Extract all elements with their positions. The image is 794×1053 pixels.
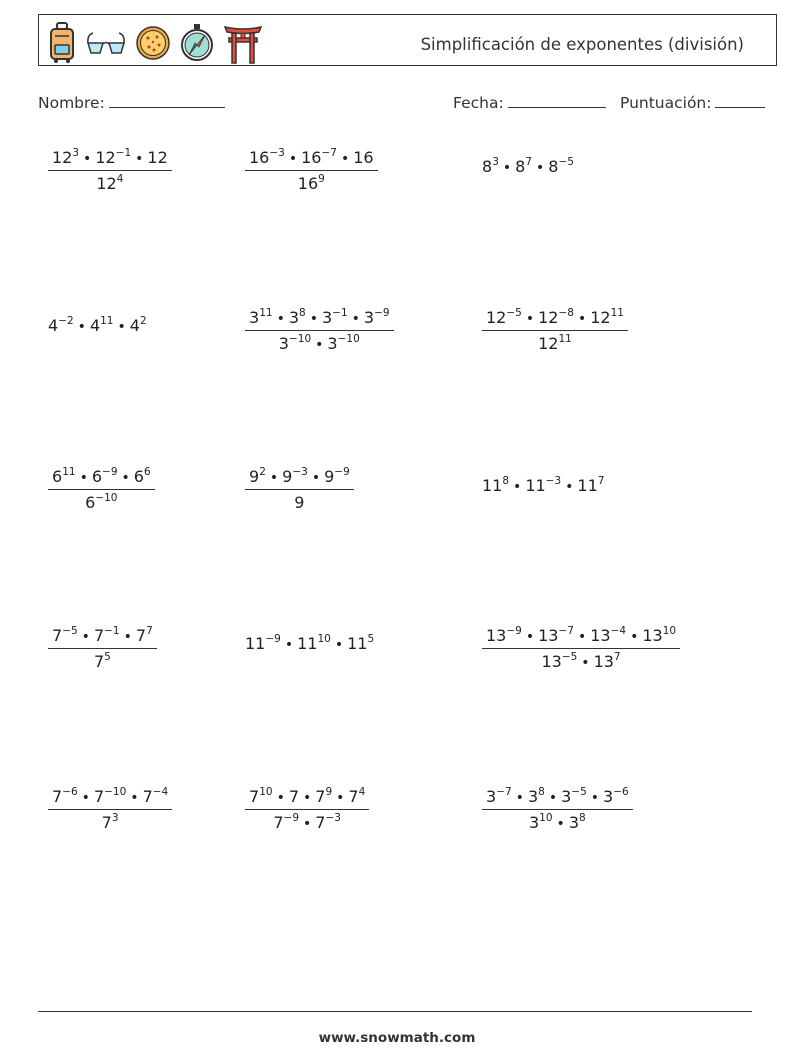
- base: 8: [548, 157, 559, 176]
- exponent: 3: [492, 156, 499, 168]
- numerator: [245, 308, 394, 330]
- exponent: −10: [288, 333, 312, 345]
- base: 7: [135, 626, 147, 645]
- header-icons: [47, 21, 263, 65]
- fraction: [482, 308, 628, 353]
- exercise: [48, 626, 157, 671]
- base: 3: [278, 334, 289, 353]
- score-field: [620, 93, 765, 112]
- base: 7: [93, 652, 105, 671]
- multiply-dot: •: [83, 151, 92, 167]
- base: 12: [538, 334, 559, 353]
- base: 7: [348, 787, 359, 806]
- denominator: [245, 330, 394, 353]
- base: 7: [93, 626, 105, 645]
- numerator: [482, 626, 680, 648]
- exercise: [482, 787, 633, 832]
- multiply-dot: •: [336, 790, 345, 806]
- multiply-dot: •: [276, 311, 285, 327]
- numerator: [245, 148, 378, 170]
- base: 7: [101, 813, 112, 832]
- base: 7: [52, 626, 63, 645]
- base: 12: [590, 308, 611, 327]
- exponent: −4: [152, 786, 169, 798]
- base: 3: [249, 308, 260, 327]
- exponent: 10: [317, 633, 331, 645]
- exponent: −6: [62, 786, 78, 798]
- exponent: −1: [104, 625, 120, 637]
- base: 3: [603, 787, 614, 806]
- exponent: 3: [72, 147, 80, 159]
- exercise: [245, 467, 354, 512]
- exponent: 11: [259, 307, 273, 319]
- multiply-dot: •: [525, 311, 535, 327]
- base: 13: [593, 652, 614, 671]
- score-label: Puntuación:: [620, 94, 712, 112]
- exponent: −5: [506, 307, 522, 319]
- denominator: [245, 489, 354, 512]
- exercise: [48, 467, 155, 512]
- exponent: −7: [321, 147, 337, 159]
- multiply-dot: •: [630, 629, 639, 645]
- multiply-dot: •: [513, 479, 522, 495]
- exponent: −10: [95, 492, 118, 504]
- multiply-dot: •: [121, 470, 130, 486]
- base: 9: [294, 493, 305, 512]
- base: 12: [52, 148, 73, 167]
- base: 4: [48, 316, 59, 335]
- base: 12: [538, 308, 559, 327]
- exponent: −5: [571, 786, 587, 798]
- multiply-dot: •: [536, 160, 545, 176]
- worksheet-header: [38, 14, 777, 66]
- exponent: 8: [299, 307, 306, 319]
- base: 16: [301, 148, 322, 167]
- exponent: −3: [325, 812, 341, 824]
- base: 3: [321, 308, 333, 327]
- multiply-dot: •: [77, 319, 86, 335]
- exponent: −3: [292, 466, 308, 478]
- denominator: [482, 809, 633, 832]
- multiply-dot: •: [288, 151, 298, 167]
- exercise: [245, 787, 369, 832]
- multiply-dot: •: [276, 790, 285, 806]
- denominator: [245, 809, 369, 832]
- exponent: −1: [332, 307, 348, 319]
- base: 7: [315, 813, 326, 832]
- base: 12: [96, 174, 117, 193]
- multiply-dot: •: [303, 790, 312, 806]
- compass-icon: [179, 21, 215, 65]
- base: 11: [577, 476, 598, 495]
- base: 13: [541, 652, 562, 671]
- multiply-dot: •: [577, 311, 587, 327]
- exponent: −10: [337, 333, 360, 345]
- multiply-dot: •: [135, 151, 144, 167]
- base: 12: [486, 308, 507, 327]
- base: 13: [538, 626, 559, 645]
- exponent: 6: [143, 466, 151, 478]
- exponent: −9: [374, 307, 390, 319]
- exponent: −9: [102, 466, 118, 478]
- base: 13: [642, 626, 663, 645]
- footer-divider: [38, 1011, 752, 1012]
- base: 6: [52, 467, 63, 486]
- base: 4: [89, 316, 101, 335]
- base: 7: [273, 813, 284, 832]
- exponent: −1: [115, 147, 132, 159]
- multiply-dot: •: [525, 629, 535, 645]
- base: 9: [324, 467, 335, 486]
- fraction: [48, 787, 172, 832]
- base: 3: [288, 308, 300, 327]
- exponent: 7: [146, 625, 153, 637]
- multiply-dot: •: [269, 470, 279, 486]
- base: 3: [363, 308, 375, 327]
- denominator: [48, 170, 172, 193]
- exponent: 11: [62, 466, 76, 478]
- exercise: [482, 157, 574, 176]
- exponent: 10: [259, 786, 273, 798]
- exponent: 2: [259, 466, 266, 478]
- numerator: [245, 467, 354, 489]
- date-field: [453, 93, 606, 112]
- exercise: [482, 476, 604, 495]
- exponent: 11: [558, 333, 572, 345]
- exercise: [48, 148, 172, 193]
- exercise: [245, 308, 394, 353]
- exponent: −5: [561, 651, 578, 663]
- fraction: [48, 467, 155, 512]
- exponent: 3: [111, 812, 119, 824]
- exponent: 5: [367, 633, 375, 645]
- exponent: −3: [269, 147, 285, 159]
- luggage-icon: [47, 21, 77, 65]
- date-blank[interactable]: [508, 93, 606, 108]
- exponent: −8: [558, 307, 574, 319]
- worksheet-title: Simplificación de exponentes (división): [420, 35, 744, 54]
- base: 16: [297, 174, 319, 193]
- base: 16: [249, 148, 270, 167]
- multiply-dot: •: [303, 816, 312, 832]
- sunglasses-icon: [85, 21, 127, 65]
- base: 13: [590, 626, 611, 645]
- exponent: 8: [579, 812, 586, 824]
- exponent: 2: [139, 315, 147, 327]
- base: 7: [142, 787, 153, 806]
- pizza-icon: [135, 21, 171, 65]
- date-label: Fecha:: [453, 94, 504, 112]
- base: 3: [527, 787, 539, 806]
- base: 13: [486, 626, 507, 645]
- multiply-dot: •: [79, 470, 88, 486]
- exponent: −5: [558, 156, 574, 168]
- base: 9: [249, 467, 260, 486]
- multiply-dot: •: [309, 311, 318, 327]
- multiply-dot: •: [548, 790, 558, 806]
- base: 3: [486, 787, 497, 806]
- exponent: 11: [610, 307, 624, 319]
- exponent: −3: [545, 475, 562, 487]
- exponent: 8: [538, 786, 545, 798]
- exponent: 7: [525, 156, 533, 168]
- multiply-dot: •: [81, 790, 90, 806]
- base: 6: [85, 493, 96, 512]
- numerator: [482, 787, 633, 809]
- multiply-dot: •: [117, 319, 126, 335]
- base: 12: [147, 148, 168, 167]
- numerator: [48, 787, 172, 809]
- footer-url: www.snowmath.com: [318, 1030, 476, 1046]
- fraction: [482, 787, 633, 832]
- exponent: 7: [597, 475, 605, 487]
- exercise: [482, 308, 628, 353]
- exponent: 5: [104, 651, 111, 663]
- denominator: [245, 170, 378, 193]
- exponent: −2: [58, 315, 74, 327]
- exponent: 10: [539, 812, 553, 824]
- multiply-dot: •: [340, 151, 350, 167]
- name-label: Nombre:: [38, 94, 105, 112]
- numerator: [48, 467, 155, 489]
- base: 11: [482, 476, 503, 495]
- multiply-dot: •: [351, 311, 360, 327]
- multiply-dot: •: [577, 629, 587, 645]
- exponent: 10: [662, 625, 677, 637]
- base: 6: [91, 467, 103, 486]
- fraction: [245, 308, 394, 353]
- denominator: [48, 489, 155, 512]
- multiply-dot: •: [502, 160, 512, 176]
- exponent: 9: [325, 786, 333, 798]
- base: 7: [315, 787, 326, 806]
- base: 9: [282, 467, 293, 486]
- base: 11: [525, 476, 546, 495]
- exponent: −9: [283, 812, 300, 824]
- base: 6: [133, 467, 144, 486]
- exponent: −4: [610, 625, 627, 637]
- base: 12: [95, 148, 116, 167]
- exercise: [245, 148, 378, 193]
- fraction: [48, 148, 172, 193]
- exponent: 7: [613, 651, 621, 663]
- exponent: 4: [358, 786, 366, 798]
- multiply-dot: •: [515, 790, 524, 806]
- base: 3: [568, 813, 579, 832]
- denominator: [48, 809, 172, 832]
- fraction: [245, 787, 369, 832]
- exponent: −6: [613, 786, 629, 798]
- multiply-dot: •: [334, 637, 344, 653]
- exponent: 4: [116, 173, 124, 185]
- numerator: [482, 308, 628, 330]
- exercise: [482, 626, 680, 671]
- name-field: [38, 93, 225, 112]
- score-blank[interactable]: [715, 93, 765, 108]
- exponent: −5: [62, 625, 78, 637]
- base: 8: [515, 157, 526, 176]
- multiply-dot: •: [565, 479, 574, 495]
- name-blank[interactable]: [109, 93, 225, 108]
- fraction: [48, 626, 157, 671]
- numerator: [48, 626, 157, 648]
- multiply-dot: •: [311, 470, 321, 486]
- exponent: 9: [318, 173, 325, 185]
- base: 3: [528, 813, 540, 832]
- numerator: [245, 787, 369, 809]
- multiply-dot: •: [315, 337, 324, 353]
- base: 3: [327, 334, 338, 353]
- exponent: −7: [496, 786, 512, 798]
- base: 16: [353, 148, 374, 167]
- base: 4: [129, 316, 140, 335]
- base: 11: [347, 634, 368, 653]
- exercise: [48, 787, 172, 832]
- exponent: −7: [558, 625, 574, 637]
- denominator: [48, 648, 157, 671]
- base: 11: [245, 634, 266, 653]
- exponent: −9: [334, 466, 350, 478]
- base: 7: [52, 787, 63, 806]
- multiply-dot: •: [81, 629, 90, 645]
- base: 11: [297, 634, 318, 653]
- base: 8: [482, 157, 493, 176]
- exponent: −10: [104, 786, 127, 798]
- base: 3: [561, 787, 572, 806]
- fraction: [482, 626, 680, 671]
- exercise: [245, 634, 374, 653]
- exponent: 8: [502, 475, 510, 487]
- multiply-dot: •: [123, 629, 132, 645]
- fraction: [245, 148, 378, 193]
- exponent: 11: [100, 315, 114, 327]
- multiply-dot: •: [556, 816, 565, 832]
- multiply-dot: •: [284, 637, 294, 653]
- exponent: −9: [506, 625, 522, 637]
- multiply-dot: •: [581, 655, 590, 671]
- numerator: [48, 148, 172, 170]
- base: 7: [249, 787, 260, 806]
- torii-gate-icon: [223, 21, 263, 65]
- base: 7: [93, 787, 105, 806]
- multiply-dot: •: [130, 790, 139, 806]
- fraction: [245, 467, 354, 512]
- exercise: [48, 316, 147, 335]
- denominator: [482, 648, 680, 671]
- base: 7: [288, 787, 300, 806]
- multiply-dot: •: [590, 790, 600, 806]
- exponent: −9: [265, 633, 281, 645]
- denominator: [482, 330, 628, 353]
